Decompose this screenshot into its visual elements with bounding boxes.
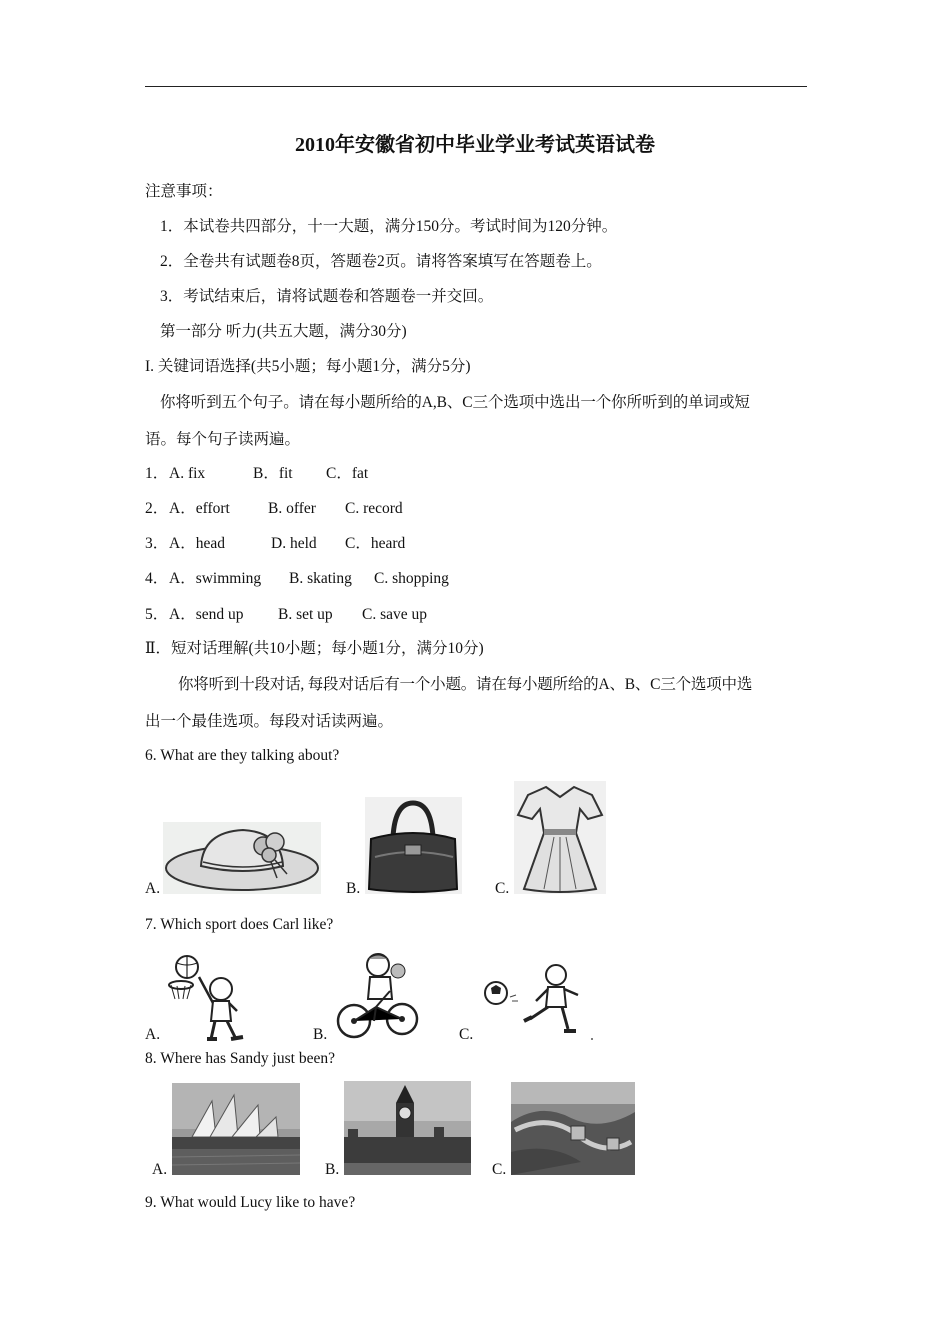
part-heading: 第一部分 听力(共五大题，满分30分) xyxy=(160,323,407,340)
notice-item: 3．考试结束后，请将试题卷和答题卷一并交回。 xyxy=(160,288,494,305)
handbag-picture xyxy=(365,797,462,894)
option-b: B. skating xyxy=(289,570,352,587)
football-picture xyxy=(482,963,594,1043)
big-ben-photo xyxy=(344,1081,471,1175)
question-number: 1． xyxy=(145,465,169,482)
option-b: B．fit xyxy=(253,465,293,482)
option-a: A. fix xyxy=(169,465,206,482)
notice-item: 1．本试卷共四部分，十一大题，满分150分。考试时间为120分钟。 xyxy=(160,218,618,235)
question-number: 5． xyxy=(145,606,169,623)
great-wall-photo xyxy=(511,1082,635,1175)
dress-picture xyxy=(514,781,606,894)
basketball-picture xyxy=(165,953,253,1043)
question-number: 2． xyxy=(145,500,169,517)
section-heading: I. 关键词语选择(共5小题；每小题1分，满分5分) xyxy=(145,358,471,375)
section-instructions: 出一个最佳选项。每段对话读两遍。 xyxy=(145,713,394,730)
option-a-label: A. xyxy=(145,880,161,897)
option-b: B. set up xyxy=(278,606,333,623)
option-b-label: B. xyxy=(313,1026,328,1043)
section-heading: Ⅱ．短对话理解(共10小题；每小题1分，满分10分) xyxy=(145,640,484,657)
option-b-label: B. xyxy=(346,880,361,897)
option-a-label: A. xyxy=(145,1026,161,1043)
option-c-label: C. xyxy=(459,1026,474,1043)
hat-picture xyxy=(163,822,321,894)
option-a-label: A. xyxy=(152,1161,168,1178)
section-instructions: 你将听到五个句子。请在每小题所给的A,B、C三个选项中选出一个你所听到的单词或短 xyxy=(160,394,750,411)
cycling-picture xyxy=(334,951,420,1041)
header-rule xyxy=(145,86,807,87)
sydney-opera-house-photo xyxy=(172,1083,300,1175)
question-number: 3． xyxy=(145,535,169,552)
notice-heading: 注意事项： xyxy=(145,183,223,200)
question-text: 8. Where has Sandy just been? xyxy=(145,1050,335,1067)
option-c: C. shopping xyxy=(374,570,449,587)
notice-item: 2．全卷共有试题卷8页，答题卷2页。请将答案填写在答题卷上。 xyxy=(160,253,602,270)
question-text: 7. Which sport does Carl like? xyxy=(145,916,334,933)
question-number: 4． xyxy=(145,570,169,587)
option-a: A．send up xyxy=(169,606,244,623)
option-b: D. held xyxy=(271,535,317,552)
option-c: C. record xyxy=(345,500,403,517)
option-b-label: B. xyxy=(325,1161,340,1178)
option-c: C. save up xyxy=(362,606,428,623)
section-instructions: 语。每个句子读两遍。 xyxy=(145,431,301,448)
question-text: 6. What are they talking about? xyxy=(145,747,340,764)
option-a: A．swimming xyxy=(169,570,262,587)
section-instructions: 你将听到十段对话, 每段对话后有一个小题。请在每小题所给的A、B、C三个选项中选 xyxy=(178,676,753,693)
option-c-label: C. xyxy=(495,880,510,897)
option-c-label: C. xyxy=(492,1161,507,1178)
option-b: B. offer xyxy=(268,500,316,517)
page-title: 2010年安徽省初中毕业学业考试英语试卷 xyxy=(295,134,655,156)
option-a: A．head xyxy=(169,535,225,552)
option-c: C．fat xyxy=(326,465,369,482)
question-text: 9. What would Lucy like to have? xyxy=(145,1194,356,1211)
option-a: A．effort xyxy=(169,500,230,517)
option-c: C．heard xyxy=(345,535,406,552)
